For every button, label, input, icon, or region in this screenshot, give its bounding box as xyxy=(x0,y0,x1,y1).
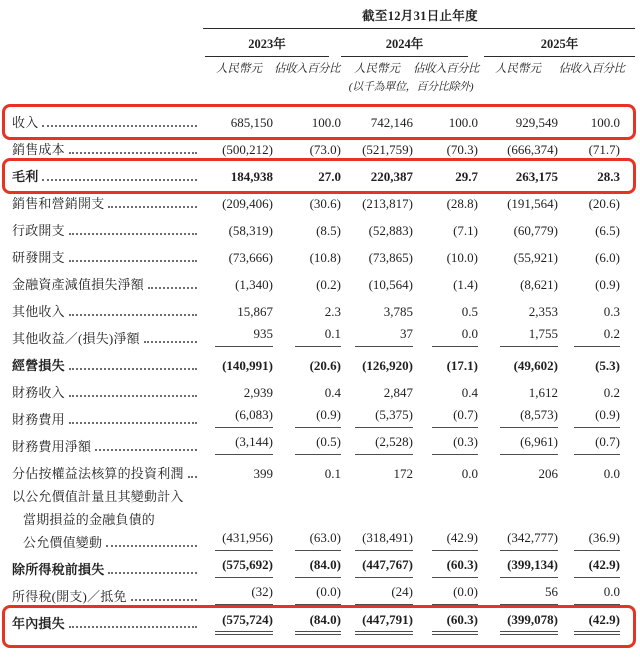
dot-leader xyxy=(188,476,197,478)
row-label-text: 除所得稅前損失 xyxy=(12,562,105,577)
amount-cell: 2,353 xyxy=(528,304,558,319)
percent-cell: (42.9) xyxy=(413,530,478,556)
amount-cell: 3,785 xyxy=(383,304,413,319)
amount-cell: (209,406) xyxy=(222,196,273,211)
amount-cell: (521,759) xyxy=(362,142,413,157)
row-label xyxy=(0,559,205,583)
dot-leader xyxy=(69,233,197,235)
percent-cell: (10.8) xyxy=(309,250,341,265)
amount-cell: (447,791) xyxy=(341,612,413,637)
row-label-text: 經營損失 xyxy=(12,358,65,373)
amount-cell: (60,779) xyxy=(513,223,558,238)
amount-cell: (431,956) xyxy=(205,530,273,556)
percent-cell: (0.7) xyxy=(413,407,478,433)
amount-cell: (3,144) xyxy=(205,434,273,460)
percent-cell: (6.0) xyxy=(595,250,620,265)
row-label-text: 毛利 xyxy=(12,169,39,184)
amount-cell: 37 xyxy=(341,326,413,352)
row-label-line: 以公允價值計量且其變動計入 xyxy=(12,489,184,504)
percent-of-revenue-label: 佔收入百分比 xyxy=(558,63,625,75)
percent-cell: (71.7) xyxy=(588,142,620,157)
percent-cell: 0.4 xyxy=(461,385,478,400)
percent-cell: (70.3) xyxy=(446,142,478,157)
percent-cell: 0.0 xyxy=(413,326,478,352)
year-label-2023: 2023年 xyxy=(205,34,329,57)
amount-cell: 935 xyxy=(205,326,273,352)
currency-label: 人民幣元 xyxy=(354,63,400,75)
percent-cell: (20.6) xyxy=(588,196,620,211)
dot-leader xyxy=(106,545,197,547)
percent-cell: (0.2) xyxy=(316,277,341,292)
percent-cell: (28.8) xyxy=(446,196,478,211)
table-row xyxy=(0,109,640,136)
amount-cell: 1,755 xyxy=(478,326,558,352)
row-label-text: 研發開支 xyxy=(12,250,65,265)
percent-cell: 100.0 xyxy=(590,115,620,130)
label-column-spacer xyxy=(0,34,205,57)
percent-of-revenue-label: 佔收入百分比 xyxy=(274,63,340,75)
table-row xyxy=(0,190,640,217)
row-label-line: 公允價值變動 xyxy=(23,535,103,550)
amount-cell: (73,865) xyxy=(368,250,413,265)
amount-cell: (447,767) xyxy=(341,557,413,583)
amount-cell: (342,777) xyxy=(478,530,558,556)
amount-cell: (318,491) xyxy=(341,530,413,556)
amount-cell: (126,920) xyxy=(362,358,413,373)
percent-cell: (5.3) xyxy=(595,358,620,373)
percent-cell: (60.3) xyxy=(413,557,478,583)
table-row xyxy=(0,163,640,190)
percent-cell: 2.3 xyxy=(324,304,341,319)
dot-leader xyxy=(69,314,197,316)
amount-cell: 206 xyxy=(538,466,558,481)
dot-leader xyxy=(144,341,197,343)
amount-cell: (191,564) xyxy=(507,196,558,211)
amount-cell: 2,847 xyxy=(383,385,413,400)
currency-label: 人民幣元 xyxy=(495,63,541,75)
dot-leader xyxy=(148,287,197,289)
row-label xyxy=(0,166,205,190)
amount-cell: (49,602) xyxy=(513,358,558,373)
amount-cell: (399,134) xyxy=(478,557,558,583)
amount-cell: (8,621) xyxy=(520,277,558,292)
percent-cell: 0.2 xyxy=(558,326,625,352)
table-row xyxy=(0,136,640,163)
table-header xyxy=(0,0,640,94)
table-body xyxy=(0,109,640,637)
row-label-text: 金融資產減值損失淨額 xyxy=(12,277,145,292)
percent-cell: 0.4 xyxy=(324,385,341,400)
row-label xyxy=(0,220,205,244)
amount-cell: 56 xyxy=(478,584,558,610)
row-label xyxy=(0,301,205,325)
dot-leader xyxy=(95,449,197,451)
amount-cell: 263,175 xyxy=(515,169,558,184)
row-label-text: 行政開支 xyxy=(12,223,65,238)
amount-cell: 399 xyxy=(253,466,273,481)
row-label-text: 銷售成本 xyxy=(12,142,65,157)
percent-cell: 100.0 xyxy=(311,115,341,130)
row-label xyxy=(0,355,205,379)
table-row xyxy=(0,433,640,460)
percent-cell: (0.9) xyxy=(595,277,620,292)
percent-cell: 0.3 xyxy=(603,304,620,319)
percent-cell: (42.9) xyxy=(558,557,625,583)
percent-cell: (0.9) xyxy=(273,407,341,433)
amount-cell: 1,612 xyxy=(528,385,558,400)
percent-cell: (8.5) xyxy=(316,223,341,238)
percent-cell: (0.9) xyxy=(558,407,625,433)
row-label-text: 財務費用淨額 xyxy=(12,439,92,454)
percent-cell: (10.0) xyxy=(446,250,478,265)
percent-cell: (0.7) xyxy=(558,434,625,460)
percent-cell: (84.0) xyxy=(273,612,341,637)
amount-cell: 15,867 xyxy=(237,304,273,319)
amount-cell: 172 xyxy=(393,466,413,481)
row-label-text: 所得稅(開支)／抵免 xyxy=(12,589,127,604)
row-label-text: 收入 xyxy=(12,115,39,130)
table-row xyxy=(0,379,640,406)
row-label-text: 其他收入 xyxy=(12,304,65,319)
amount-cell: (140,991) xyxy=(222,358,273,373)
percent-cell: (17.1) xyxy=(446,358,478,373)
percent-cell: (63.0) xyxy=(273,530,341,556)
percent-cell: (60.3) xyxy=(413,612,478,637)
percent-cell: 29.7 xyxy=(455,169,478,184)
row-label xyxy=(0,328,205,352)
label-column-spacer xyxy=(0,62,205,76)
row-label xyxy=(0,586,205,610)
row-label xyxy=(0,139,205,163)
amount-cell: (10,564) xyxy=(368,277,413,292)
row-label-text: 年內損失 xyxy=(12,616,65,631)
row-label xyxy=(0,613,205,637)
row-label xyxy=(0,112,205,136)
table-row xyxy=(0,244,640,271)
percent-cell: 27.0 xyxy=(318,169,341,184)
percent-cell: 0.0 xyxy=(461,466,478,481)
percent-cell: 0.1 xyxy=(273,326,341,352)
amount-cell: (213,817) xyxy=(362,196,413,211)
dot-leader xyxy=(42,179,197,181)
percent-cell: (30.6) xyxy=(309,196,341,211)
percent-cell: (36.9) xyxy=(558,530,625,556)
dot-leader xyxy=(69,422,197,424)
percent-cell: (0.0) xyxy=(413,584,478,610)
row-label-text: 銷售和營銷開支 xyxy=(12,196,105,211)
row-label xyxy=(0,482,205,556)
row-label-text: 分佔按權益法核算的投資利潤 xyxy=(12,466,184,481)
table-row xyxy=(0,325,640,352)
dot-leader xyxy=(108,206,197,208)
table-row xyxy=(0,217,640,244)
percent-cell: (6.5) xyxy=(595,223,620,238)
dot-leader xyxy=(69,626,197,628)
dot-leader xyxy=(108,572,197,574)
amount-cell: 742,146 xyxy=(370,115,413,130)
amount-cell: (32) xyxy=(205,584,273,610)
row-label xyxy=(0,274,205,298)
table-row xyxy=(0,556,640,583)
amount-cell: (55,921) xyxy=(513,250,558,265)
amount-cell: (575,692) xyxy=(205,557,273,583)
dot-leader xyxy=(69,368,197,370)
amount-cell: (399,078) xyxy=(478,612,558,637)
amount-cell: (666,374) xyxy=(507,142,558,157)
percent-cell: 0.2 xyxy=(603,385,620,400)
percent-cell: (0.0) xyxy=(273,584,341,610)
amount-cell: (6,961) xyxy=(478,434,558,460)
percent-cell: (1.4) xyxy=(453,277,478,292)
year-row xyxy=(0,34,640,57)
dot-leader xyxy=(131,599,197,601)
year-label-2024: 2024年 xyxy=(341,34,468,57)
amount-cell: (575,724) xyxy=(205,612,273,637)
period-title: 截至12月31日止年度 xyxy=(362,9,478,23)
amount-cell: 220,387 xyxy=(370,169,413,184)
amount-cell: (5,375) xyxy=(341,407,413,433)
dot-leader xyxy=(69,152,197,154)
row-label xyxy=(0,409,205,433)
dot-leader xyxy=(42,125,197,127)
amount-cell: (52,883) xyxy=(368,223,413,238)
row-label-text: 其他收益／(損失)淨額 xyxy=(12,331,140,346)
table-row xyxy=(0,271,640,298)
table-row xyxy=(0,487,640,556)
percent-cell: 0.5 xyxy=(461,304,478,319)
amount-cell: (500,212) xyxy=(222,142,273,157)
percent-cell: (84.0) xyxy=(273,557,341,583)
row-label xyxy=(0,436,205,460)
amount-cell: 184,938 xyxy=(230,169,273,184)
header-rule xyxy=(203,28,635,29)
amount-cell: (58,319) xyxy=(228,223,273,238)
percent-cell: (0.3) xyxy=(413,434,478,460)
table-row xyxy=(0,406,640,433)
percent-cell: 0.0 xyxy=(558,584,625,610)
amount-cell: (1,340) xyxy=(235,277,273,292)
row-label xyxy=(0,193,205,217)
table-row xyxy=(0,298,640,325)
percent-cell: (20.6) xyxy=(309,358,341,373)
row-label xyxy=(0,382,205,406)
row-label-text: 財務收入 xyxy=(12,385,65,400)
percent-of-revenue-label: 佔收入百分比 xyxy=(413,63,479,75)
percent-cell: 0.1 xyxy=(324,466,341,481)
table-row xyxy=(0,352,640,379)
amount-cell: 685,150 xyxy=(230,115,273,130)
table-row xyxy=(0,610,640,637)
percent-cell: 100.0 xyxy=(448,115,478,130)
amount-cell: 929,549 xyxy=(515,115,558,130)
table-row xyxy=(0,583,640,610)
row-label-text: 財務費用 xyxy=(12,412,65,427)
unit-note: (以千為單位，百分比除外) xyxy=(348,81,474,93)
percent-cell: (42.9) xyxy=(558,612,625,637)
amount-cell: (73,666) xyxy=(228,250,273,265)
amount-cell: 2,939 xyxy=(243,385,273,400)
dot-leader xyxy=(69,395,197,397)
percent-cell: 0.0 xyxy=(603,466,620,481)
subheader-row xyxy=(0,62,640,76)
amount-cell: (2,528) xyxy=(341,434,413,460)
percent-cell: 28.3 xyxy=(597,169,620,184)
percent-cell: (7.1) xyxy=(453,223,478,238)
amount-cell: (8,573) xyxy=(478,407,558,433)
row-label xyxy=(0,247,205,271)
percent-cell: (73.0) xyxy=(309,142,341,157)
currency-label: 人民幣元 xyxy=(216,63,262,75)
amount-cell: (24) xyxy=(341,584,413,610)
amount-cell: (6,083) xyxy=(205,407,273,433)
percent-cell: (0.5) xyxy=(273,434,341,460)
row-label-line: 當期損益的金融負債的 xyxy=(23,512,156,527)
year-label-2025: 2025年 xyxy=(484,34,635,57)
dot-leader xyxy=(69,260,197,262)
